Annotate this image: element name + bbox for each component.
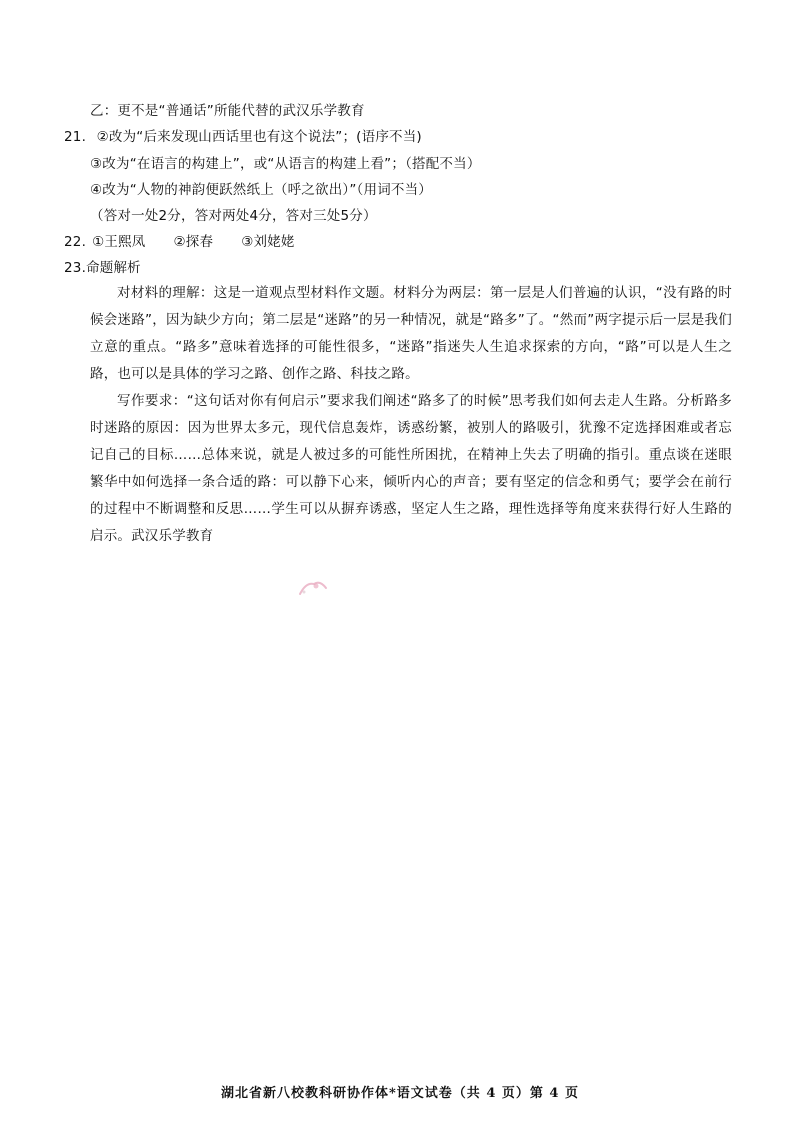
question-21-scoring: （答对一处2分，答对两处4分，答对三处5分） [90,208,377,224]
question-21-fix-3: ③改为“在语言的构建上”，或“从语言的构建上看”；（搭配不当） [90,156,481,172]
question-22-label: 22. [64,234,87,250]
answer-yi: 乙：更不是“普通话”所能代替的武汉乐学教育 [90,103,365,119]
question-21-label: 21. [64,129,87,145]
question-22-answer-2: ②探春 [173,234,214,250]
question-22-row [64,233,323,251]
question-21-fix-2: ②改为“后来发现山西话里也有这个说法”；(语序不当) [96,129,422,145]
question-22-answer-3: ③刘姥姥 [241,234,295,250]
question-22-answer-1: ①王熙凤 [92,234,146,250]
question-21-fix-4: ④改为“人物的神韵便跃然纸上（呼之欲出）”（用词不当） [90,182,432,198]
question-23-heading: 23.命题解析 [64,260,141,276]
material-understanding-paragraph: 对材料的理解：这是一道观点型材料作文题。材料分为两层：第一层是人们普遍的认识，“没有路的时候会迷路”，因为缺少方向；第二层是“迷路”的另一种情况，就是“路多”了。“然而”两字提示后一层是我们立意的重点。“路多”意味着选择的可能性很多，“迷路”指迷失人生追求探索的方向，“路”可以是人生之路，也可以是具体的学习之路、创作之路、科技之路。 [90,285,732,382]
question-21-row [64,128,422,146]
ink-smudge-mark [296,576,330,600]
page-footer: 湖北省新八校教科研协作体*语文试卷（共 4 页）第 4 页 [221,1086,579,1101]
writing-requirements-paragraph: 写作要求：“这句话对你有何启示”要求我们阐述“路多了的时候”思考我们如何去走人生路。分析路多时迷路的原因：因为世界太多元，现代信息轰炸，诱惑纷繁，被别人的路吸引，犹豫不定选择困难或者忘记自己的目标……总体来说，就是人被过多的可能性所困扰，在精神上失去了明确的指引。重点谈在迷眼繁华中如何选择一条合适的路：可以静下心来，倾听内心的声音；要有坚定的信念和勇气；要学会在前行的过程中不断调整和反思……学生可以从摒弃诱惑，坚定人生之路，理性选择等角度来获得行好人生路的启示。武汉乐学教育 [90,393,732,544]
